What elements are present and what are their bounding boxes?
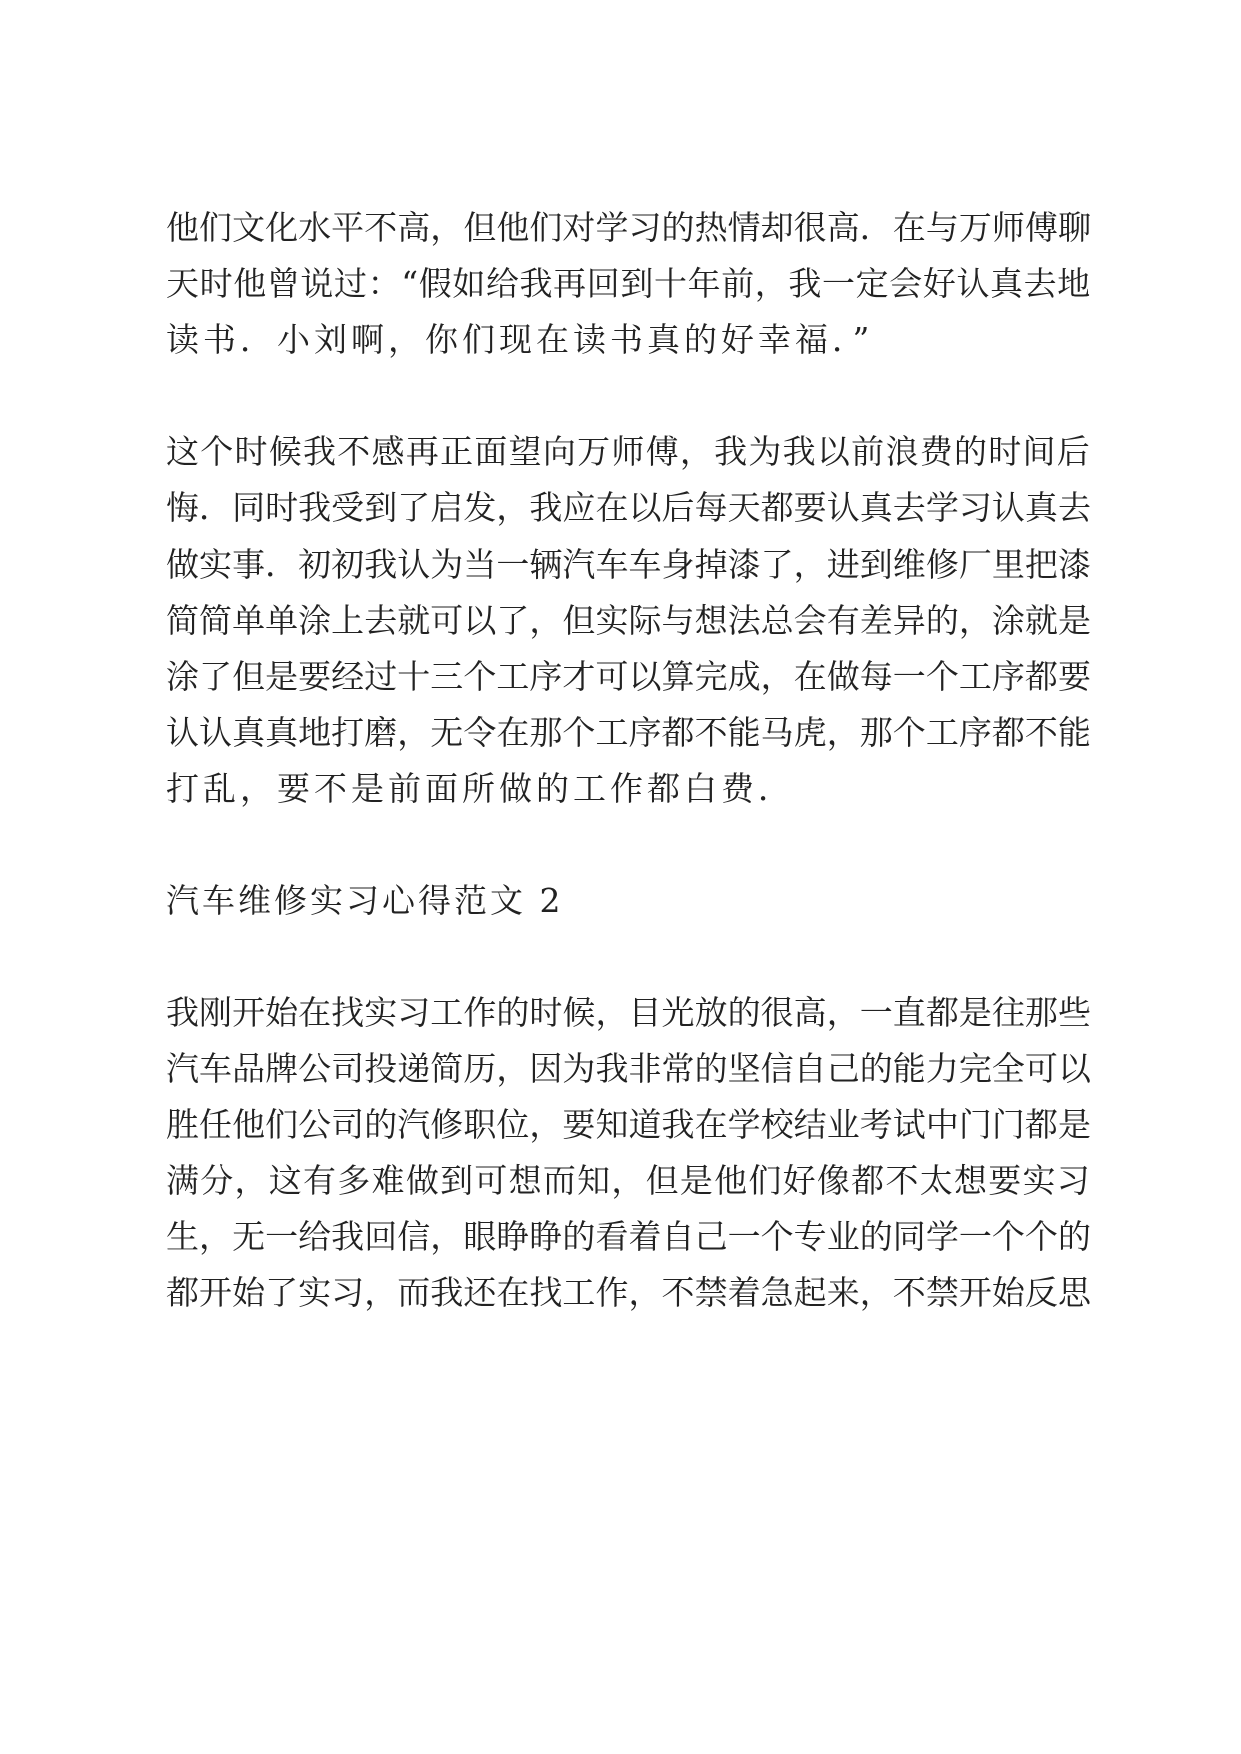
paragraph-2-line-1: 这个时候我不感再正面望向万师傅，我为我以前浪费的时间后 <box>166 432 1091 471</box>
paragraph-3-line-2: 汽车品牌公司投递简历，因为我非常的坚信自己的能力完全可以 <box>166 1049 1091 1088</box>
paragraph-3-line-5: 生，无一给我回信，眼睁睁的看着自己一个专业的同学一个个的 <box>166 1217 1091 1256</box>
paragraph-2-line-6: 认认真真地打磨，无令在那个工序都不能马虎，那个工序都不能 <box>166 713 1091 752</box>
paragraph-3-line-4: 满分，这有多难做到可想而知，但是他们好像都不太想要实习 <box>166 1161 1091 1200</box>
paragraph-1-line-3: 读书．小刘啊，你们现在读书真的好幸福．” <box>166 320 874 359</box>
paragraph-1-line-1: 他们文化水平不高，但他们对学习的热情却很高．在与万师傅聊 <box>166 208 1091 247</box>
paragraph-2-line-7: 打乱，要不是前面所做的工作都白费． <box>166 769 795 808</box>
paragraph-2-line-2: 悔．同时我受到了启发，我应在以后每天都要认真去学习认真去 <box>166 488 1091 527</box>
section-heading: 汽车维修实习心得范文 2 <box>166 881 564 920</box>
paragraph-2-line-5: 涂了但是要经过十三个工序才可以算完成，在做每一个工序都要 <box>166 657 1091 696</box>
paragraph-2-line-4: 简简单单涂上去就可以了，但实际与想法总会有差异的，涂就是 <box>166 601 1091 640</box>
paragraph-3-line-6: 都开始了实习，而我还在找工作，不禁着急起来，不禁开始反思 <box>166 1273 1091 1312</box>
paragraph-1-line-2: 天时他曾说过：“假如给我再回到十年前，我一定会好认真去地 <box>166 264 1091 303</box>
paragraph-2-line-3: 做实事．初初我认为当一辆汽车车身掉漆了，进到维修厂里把漆 <box>166 545 1091 584</box>
paragraph-3-line-3: 胜任他们公司的汽修职位，要知道我在学校结业考试中门门都是 <box>166 1105 1091 1144</box>
paragraph-3-line-1: 我刚开始在找实习工作的时候，目光放的很高，一直都是往那些 <box>166 993 1091 1032</box>
